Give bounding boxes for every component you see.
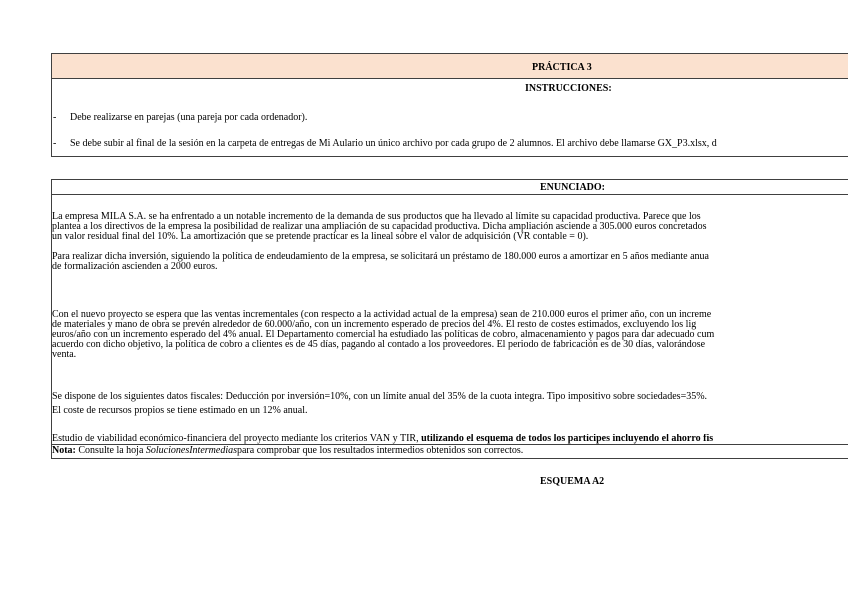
statement-title: ENUNCIADO:	[540, 182, 605, 193]
note-line	[52, 446, 848, 457]
instruction-bullet-2: -	[53, 138, 57, 149]
statement-p3-line-4: acuerdo con dicho objetivo, la política de cobro a clientes es de 45 días, pagando al contado a los proveedores. El periodo de fabricación es de 30 días, valorándose	[52, 340, 706, 350]
statement-p4-line-2: El coste de recursos propios se tiene estimado en un 12% anual.	[52, 406, 308, 416]
statement-p3-line-1: Con el nuevo proyecto se espera que las ventas incrementales (con respecto a la actividad actual de la empresa) sean de 210.000 euros el primer año, con un increme	[52, 310, 712, 320]
statement-p3-line-2: de materiales y mano de obra se prevén alrededor de 60.000/año, con un incremento esperado de precios del 4%. El resto de costes estimados, excluyendo los lig	[52, 320, 697, 330]
note-separator	[52, 444, 848, 445]
note-text-before: Consulte la hoja	[75, 446, 146, 456]
instructions-title: INSTRUCCIONES:	[525, 83, 612, 94]
statement-title-underline	[52, 194, 848, 195]
scheme-title: ESQUEMA A2	[540, 476, 605, 487]
statement-p1-line-3: un valor residual final del 10%. La amortización que se pretende practicar es la lineal sobre el valor de adquisición (VR contable = 0).	[52, 232, 589, 242]
study-text: Estudio de viabilidad económico-financiera del proyecto mediante los criterios VAN y TIR,	[52, 434, 422, 444]
practice-title-bar	[52, 54, 848, 79]
statement-p3-line-5: venta.	[52, 350, 77, 360]
statement-box	[51, 179, 848, 459]
note-text-after: para comprobar que los resultados intermedios obtenidos son correctos.	[236, 446, 524, 456]
statement-p2-line-1: Para realizar dicha inversión, siguiendo la política de endeudamiento de la empresa, se solicitará un préstamo de 180.000 euros a amortizar en 5 años mediante anua	[52, 252, 709, 262]
note-sheet-name: SolucionesIntermedias	[145, 446, 237, 456]
study-line	[52, 434, 848, 445]
statement-p4-line-1: Se dispone de los siguientes datos fiscales: Deducción por inversión=10%, con un límite anual del 35% de la cuota integra. Tipo impositivo sobre sociedades=35%.	[52, 392, 708, 402]
statement-p1-line-1: La empresa MILA S.A. se ha enfrentado a un notable incremento de la demanda de sus productos que ha llevado al límite su capacidad productiva. Parece que los	[52, 212, 701, 222]
instruction-bullet-1: -	[53, 112, 57, 123]
statement-p1-line-2: plantea a los directivos de la empresa la posibilidad de realizar una ampliación de su capacidad productiva. Dicha ampliación asciende a 305.000 euros concretados	[52, 222, 707, 232]
instruction-item-2: Se debe subir al final de la sesión en la carpeta de entregas de Mi Aulario un único archivo por cada grupo de 2 alumnos. El archivo debe llamarse GX_P3.xlsx, d	[70, 138, 717, 149]
statement-p3-line-3: euros/año con un incremento esperado del 4% anual. El Departamento comercial ha estudiado las políticas de cobro, almacenamiento y pagos para dar adecuado cum	[52, 330, 715, 340]
instructions-box	[51, 53, 848, 157]
statement-p2-line-2: de formalización ascienden a 2000 euros.	[52, 262, 218, 272]
practice-title: PRÁCTICA 3	[532, 62, 592, 73]
instruction-item-1: Debe realizarse en parejas (una pareja por cada ordenador).	[70, 112, 308, 123]
note-label: Nota:	[52, 446, 76, 456]
study-text-bold: utilizando el esquema de todos los partícipes incluyendo el ahorro fis	[421, 434, 714, 444]
